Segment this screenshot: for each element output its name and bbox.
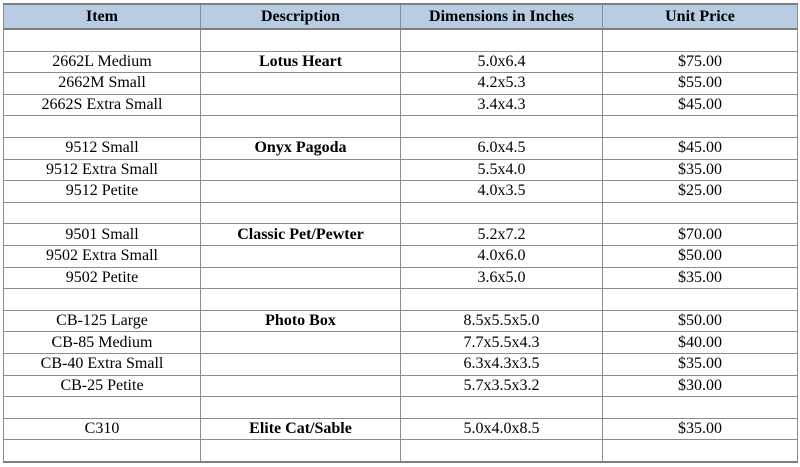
table-row [4,397,798,419]
description-cell [201,202,401,224]
header-row [4,4,798,29]
unit-price-cell [603,202,798,224]
item-cell [4,289,201,311]
unit-price-cell [603,397,798,419]
unit-price-cell: $35.00 [603,159,798,181]
dimensions-cell [401,440,603,462]
dimensions-cell: 4.0x6.0 [401,245,603,267]
table-row [4,267,798,289]
item-cell: CB-125 Large [4,310,201,332]
table-row [4,289,798,311]
price-table [3,3,798,463]
table-row [4,137,798,159]
table-row [4,332,798,354]
dimensions-cell [401,289,603,311]
description-cell [201,353,401,375]
table-row [4,353,798,375]
description-cell [201,375,401,397]
item-cell: 9501 Small [4,224,201,246]
unit-price-cell [603,289,798,311]
unit-price-cell: $35.00 [603,267,798,289]
header-dimensions: Dimensions in Inches [401,4,603,29]
dimensions-cell: 5.2x7.2 [401,224,603,246]
item-cell: C310 [4,418,201,440]
description-cell [201,245,401,267]
table-row [4,418,798,440]
description-cell [201,289,401,311]
description-cell: Elite Cat/Sable [201,418,401,440]
dimensions-cell: 5.0x6.4 [401,51,603,73]
item-cell: 2662L Medium [4,51,201,73]
unit-price-cell: $75.00 [603,51,798,73]
header-item: Item [4,4,201,29]
unit-price-cell: $50.00 [603,245,798,267]
item-cell: 9502 Petite [4,267,201,289]
item-cell: CB-40 Extra Small [4,353,201,375]
item-cell: 9502 Extra Small [4,245,201,267]
item-cell [4,29,201,51]
unit-price-cell: $55.00 [603,73,798,95]
unit-price-cell: $50.00 [603,310,798,332]
description-cell [201,73,401,95]
table-row [4,224,798,246]
table-body [4,29,798,462]
description-cell: Photo Box [201,310,401,332]
unit-price-cell: $40.00 [603,332,798,354]
description-cell [201,116,401,138]
dimensions-cell: 6.0x4.5 [401,137,603,159]
item-cell: 9512 Petite [4,181,201,203]
table-row [4,159,798,181]
item-cell [4,202,201,224]
dimensions-cell: 5.7x3.5x3.2 [401,375,603,397]
table-row [4,51,798,73]
unit-price-cell: $70.00 [603,224,798,246]
dimensions-cell: 4.0x3.5 [401,181,603,203]
description-cell [201,181,401,203]
dimensions-cell: 3.6x5.0 [401,267,603,289]
dimensions-cell: 5.0x4.0x8.5 [401,418,603,440]
item-cell: 9512 Extra Small [4,159,201,181]
unit-price-cell [603,29,798,51]
item-cell: CB-25 Petite [4,375,201,397]
table-row [4,440,798,462]
dimensions-cell [401,397,603,419]
dimensions-cell: 5.5x4.0 [401,159,603,181]
dimensions-cell: 7.7x5.5x4.3 [401,332,603,354]
description-cell: Lotus Heart [201,51,401,73]
item-cell: 2662S Extra Small [4,94,201,116]
description-cell: Classic Pet/Pewter [201,224,401,246]
dimensions-cell: 3.4x4.3 [401,94,603,116]
table-row [4,94,798,116]
table-header [4,4,798,29]
table-row [4,29,798,51]
header-description: Description [201,4,401,29]
unit-price-cell: $45.00 [603,137,798,159]
table-row [4,73,798,95]
description-cell [201,440,401,462]
dimensions-cell [401,116,603,138]
table-row [4,375,798,397]
item-cell: 9512 Small [4,137,201,159]
item-cell [4,116,201,138]
unit-price-cell: $35.00 [603,418,798,440]
dimensions-cell [401,29,603,51]
dimensions-cell: 4.2x5.3 [401,73,603,95]
description-cell [201,267,401,289]
description-cell: Onyx Pagoda [201,137,401,159]
description-cell [201,159,401,181]
item-cell: 2662M Small [4,73,201,95]
table-row [4,245,798,267]
dimensions-cell: 6.3x4.3x3.5 [401,353,603,375]
dimensions-cell: 8.5x5.5x5.0 [401,310,603,332]
table-row [4,181,798,203]
header-unit-price: Unit Price [603,4,798,29]
item-cell [4,397,201,419]
description-cell [201,332,401,354]
unit-price-cell: $35.00 [603,353,798,375]
dimensions-cell [401,202,603,224]
unit-price-cell: $25.00 [603,181,798,203]
item-cell: CB-85 Medium [4,332,201,354]
table-row [4,202,798,224]
description-cell [201,29,401,51]
unit-price-cell [603,440,798,462]
unit-price-cell [603,116,798,138]
unit-price-cell: $45.00 [603,94,798,116]
description-cell [201,397,401,419]
item-cell [4,440,201,462]
table-row [4,116,798,138]
table-row [4,310,798,332]
description-cell [201,94,401,116]
unit-price-cell: $30.00 [603,375,798,397]
